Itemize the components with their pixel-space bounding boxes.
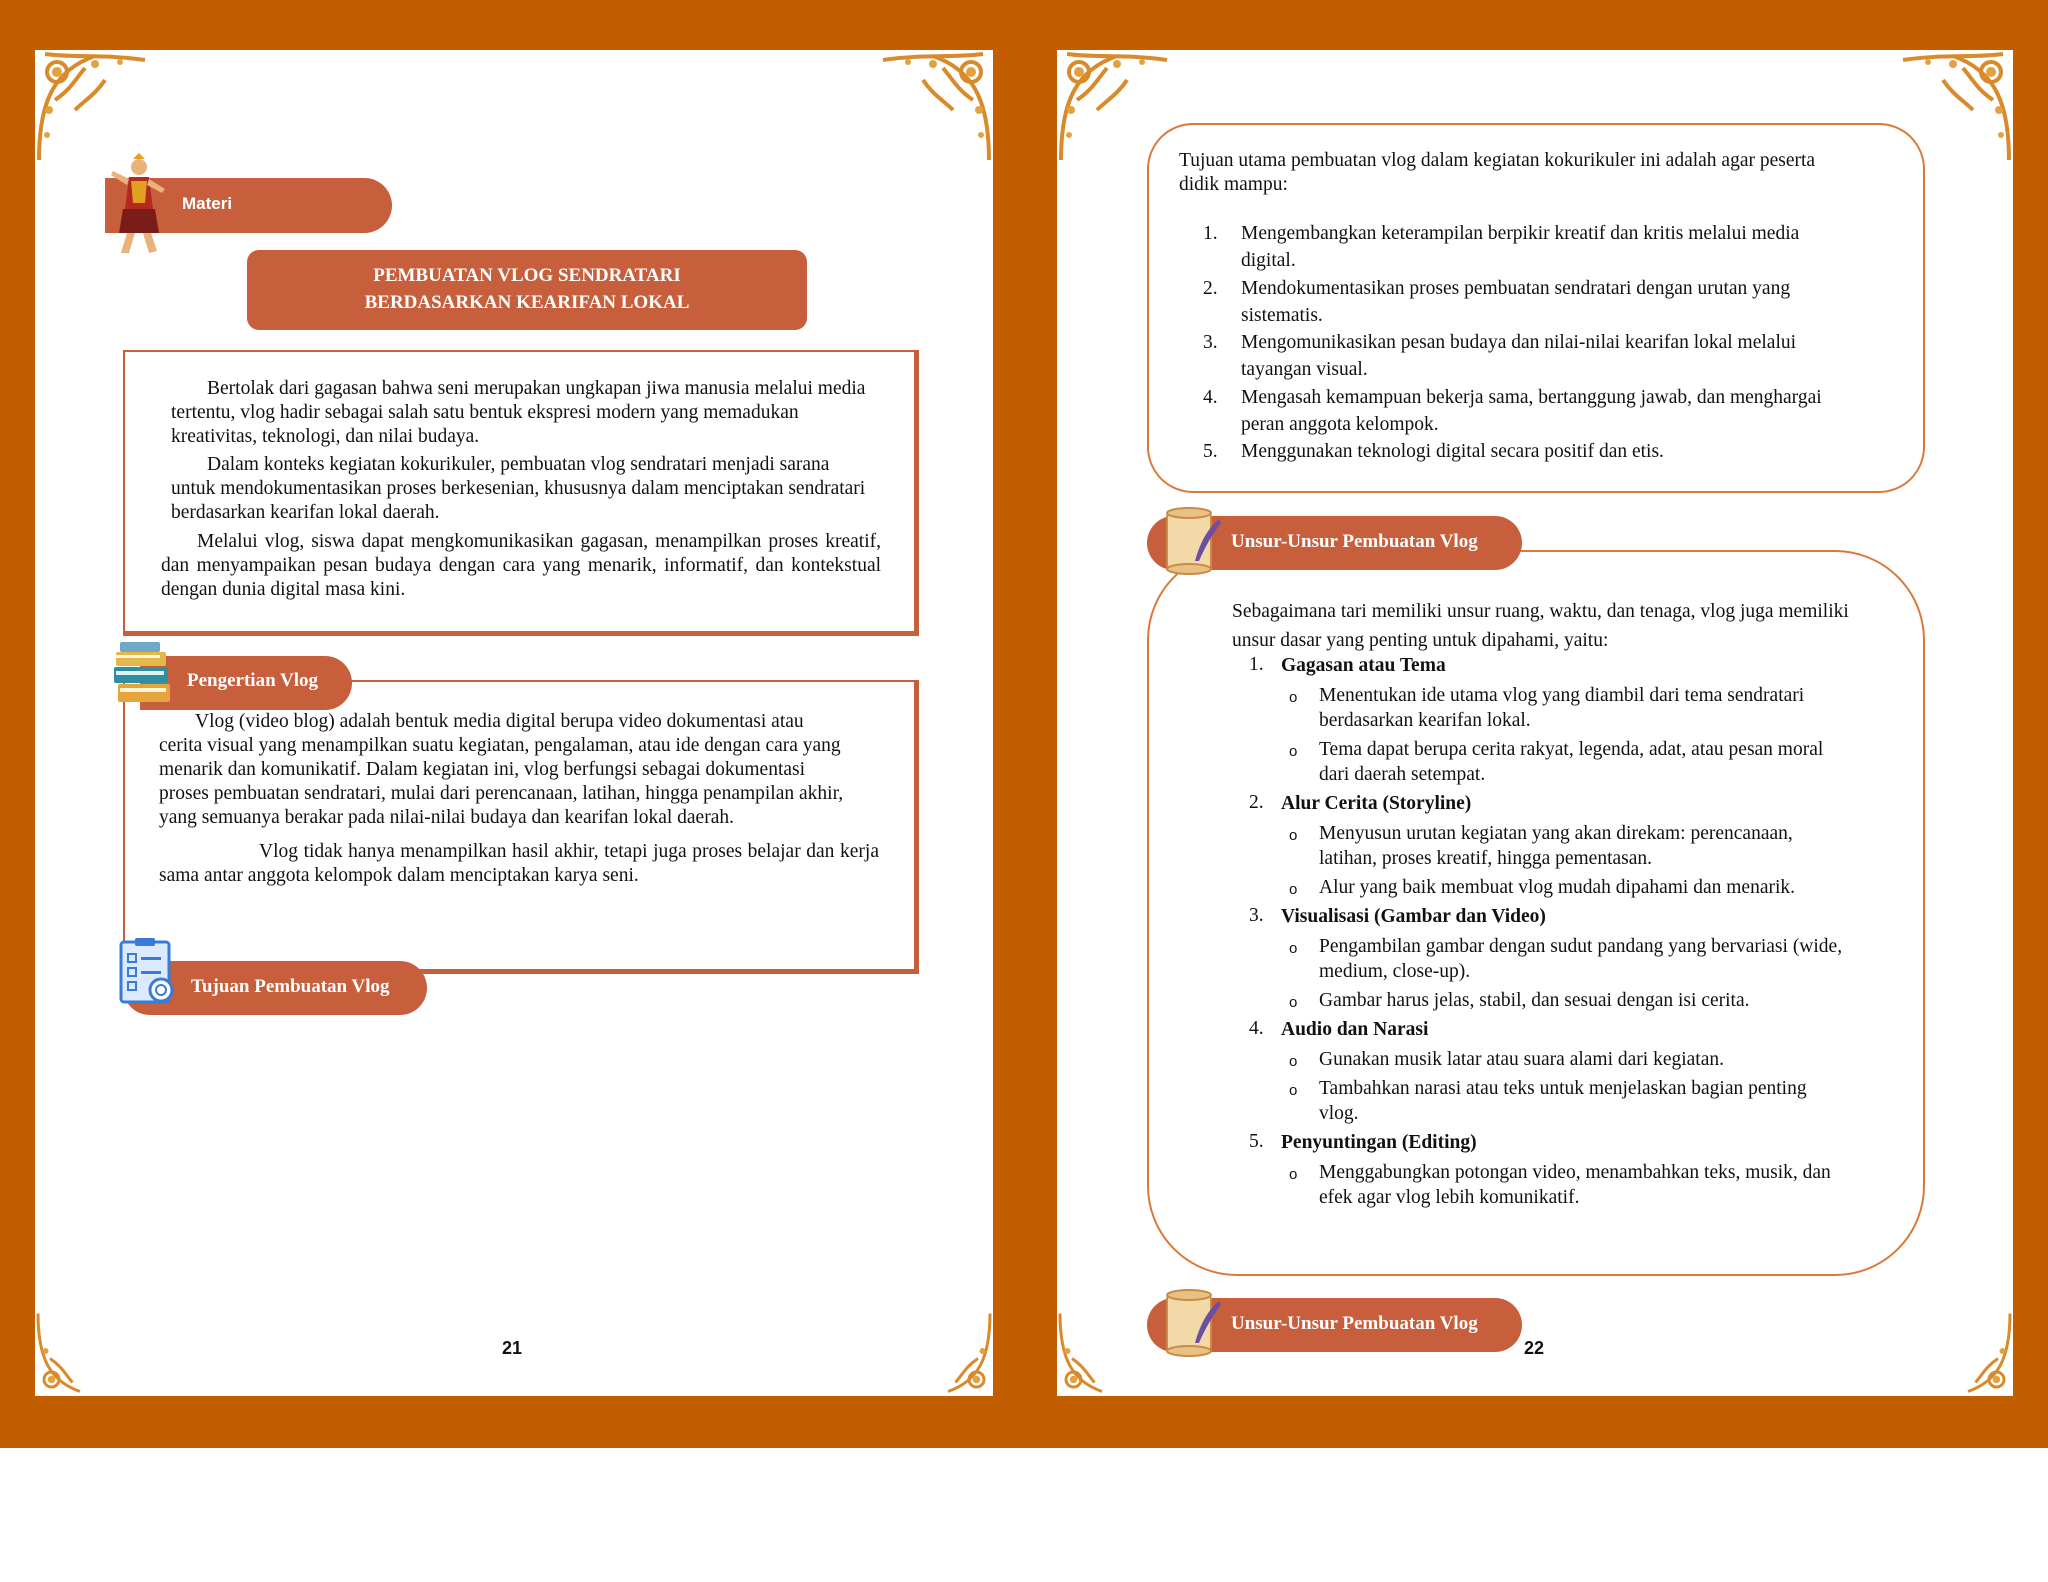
- unsur-sub-item: [1281, 1160, 1889, 1210]
- corner-ornament-top-right: [873, 50, 993, 170]
- title-line-2: BERDASARKAN KEARIFAN LOKAL: [364, 292, 690, 313]
- unsur-intro-line-1: Sebagaimana tari memiliki unsur ruang, waktu, dan tenaga, vlog juga memiliki: [1232, 601, 1849, 622]
- tujuan-list-item: [1203, 220, 1903, 275]
- tujuan-list-item: [1203, 384, 1903, 439]
- page-number: 22: [1524, 1338, 1545, 1358]
- unsur-list-item: [1249, 791, 1889, 900]
- page-22: [1057, 50, 2013, 1396]
- tujuan-label: Tujuan Pembuatan Vlog: [191, 976, 390, 997]
- item-number: 1.: [1249, 654, 1264, 675]
- bullet-circle-icon: o: [1289, 827, 1298, 844]
- checklist-icon: [117, 936, 177, 1006]
- tujuan-list-item: [1203, 275, 1903, 330]
- unsur-sub-item: [1281, 934, 1889, 984]
- pengertian-p1-line-5: yang semuanya berakar pada nilai-nilai budaya dan kearifan lokal daerah.: [159, 807, 734, 828]
- item-text-line-1: Mengomunikasikan pesan budaya dan nilai-nilai kearifan lokal melalui: [1241, 332, 1797, 354]
- intro-paragraph-3: [161, 530, 881, 602]
- bullet-circle-icon: o: [1289, 1082, 1298, 1099]
- title-box: [247, 250, 807, 330]
- item-number: 4.: [1249, 1018, 1264, 1039]
- pengertian-p2-line-1: Vlog tidak hanya menampilkan hasil akhir, tetapi juga proses belajar dan: [259, 841, 835, 862]
- corner-ornament-top-left: [35, 50, 155, 170]
- item-number: 4.: [1203, 386, 1218, 408]
- intro-p1-line-3: kreativitas, teknologi, dan nilai budaya.: [171, 426, 480, 447]
- scroll-quill-icon: [1161, 505, 1225, 575]
- item-number: 2.: [1249, 792, 1264, 813]
- intro-p2-line-2: untuk mendokumentasikan proses berkesenian, khususnya dalam menciptakan sendratari: [171, 478, 866, 499]
- pengertian-p2-line-2: kerja sama antar anggota kelompok dalam menciptakan karya seni.: [159, 841, 880, 886]
- pengertian-p1-line-3: menarik dan komunikatif. Dalam kegiatan ini, vlog berfungsi sebagai dokumentasi: [159, 759, 806, 780]
- intro-box: [123, 350, 919, 636]
- unsur-sub-item: [1281, 988, 1889, 1013]
- materi-label: Materi: [182, 194, 233, 213]
- unsur-list-item: [1249, 1130, 1889, 1210]
- pengertian-p1-line-4: proses pembuatan sendratari, mulai dari perencanaan, latihan, hingga penampilan akhir,: [159, 783, 844, 804]
- pengertian-paragraph-2: [159, 840, 879, 888]
- item-text-line-1: Mengasah kemampuan bekerja sama, bertanggung jawab, dan menghargai: [1241, 386, 1822, 408]
- pengertian-paragraph-1: [159, 710, 889, 830]
- intro-paragraph-2: [171, 453, 911, 525]
- unsur-intro-line-2: unsur dasar yang penting untuk dipahami, yaitu:: [1232, 630, 1609, 651]
- tujuan-list-item: [1203, 329, 1903, 384]
- sub-item-line-1: Alur yang baik membuat vlog mudah dipahami dan menarik.: [1319, 877, 1796, 898]
- bullet-circle-icon: o: [1289, 940, 1298, 957]
- sub-item-line-2: efek agar vlog lebih komunikatif.: [1319, 1187, 1580, 1208]
- item-text-line-2: peran anggota kelompok.: [1241, 414, 1439, 436]
- item-text-line-1: Menggunakan teknologi digital secara positif dan etis.: [1241, 441, 1664, 463]
- title-line-1: PEMBUATAN VLOG SENDRATARI: [373, 265, 681, 286]
- item-text-line-1: Mengembangkan keterampilan berpikir kreatif dan kritis melalui media: [1241, 223, 1800, 244]
- intro-p2-line-3: berdasarkan kearifan lokal daerah.: [171, 502, 440, 523]
- corner-ornament-bottom-left: [35, 1306, 125, 1396]
- intro-p3-line-1: Melalui vlog, siswa dapat mengkomunikasikan gagasan, menampilkan proses: [197, 531, 819, 552]
- item-text-line-2: sistematis.: [1241, 304, 1323, 326]
- item-text-line-2: tayangan visual.: [1241, 359, 1368, 381]
- unsur-sub-item: [1281, 737, 1889, 787]
- sub-item-line-1: Tambahkan narasi atau teks untuk menjelaskan bagian penting: [1319, 1078, 1807, 1099]
- unsur-item-title: Penyuntingan (Editing): [1281, 1132, 1477, 1153]
- item-number: 5.: [1203, 441, 1218, 463]
- sub-item-line-2: medium, close-up).: [1319, 961, 1471, 982]
- corner-ornament-bottom-right: [903, 1306, 993, 1396]
- scroll-quill-icon: [1161, 1287, 1225, 1357]
- sub-item-line-1: Menentukan ide utama vlog yang diambil dari tema sendratari: [1319, 685, 1805, 706]
- sub-item-line-2: dari daerah setempat.: [1319, 764, 1486, 785]
- item-number: 1.: [1203, 223, 1218, 244]
- dancer-illustration: [107, 153, 169, 257]
- item-number: 2.: [1203, 277, 1218, 299]
- unsur-item-title: Alur Cerita (Storyline): [1281, 793, 1472, 814]
- sub-item-line-1: Menggabungkan potongan video, menambahkan teks, musik, dan: [1319, 1162, 1831, 1183]
- unsur-list-item: [1249, 904, 1889, 1013]
- intro-paragraph-1: [171, 377, 911, 449]
- item-text-line-1: Mendokumentasikan proses pembuatan sendratari dengan urutan yang: [1241, 277, 1791, 299]
- tujuan-intro-line-2: didik mampu:: [1179, 174, 1288, 195]
- intro-p1-line-1: Bertolak dari gagasan bahwa seni merupakan ungkapan jiwa manusia melalui media: [207, 378, 866, 399]
- item-number: 3.: [1203, 332, 1218, 354]
- pengertian-p1-line-2: cerita visual yang menampilkan suatu kegiatan, pengalaman, atau ide dengan cara yang: [159, 735, 841, 756]
- pengertian-label: Pengertian Vlog: [187, 670, 319, 691]
- sub-item-line-2: vlog.: [1319, 1103, 1359, 1124]
- unsur-list: [1249, 653, 1889, 1214]
- books-icon: [110, 640, 178, 708]
- unsur-sub-item: [1281, 1047, 1889, 1072]
- sub-item-line-1: Gunakan musik latar atau suara alami dari kegiatan.: [1319, 1049, 1725, 1070]
- unsur-sub-item: [1281, 1076, 1889, 1126]
- unsur-item-title: Visualisasi (Gambar dan Video): [1281, 906, 1546, 927]
- unsur-list-box: [1147, 550, 1925, 1276]
- sub-item-line-1: Gambar harus jelas, stabil, dan sesuai dengan isi cerita.: [1319, 990, 1750, 1011]
- item-number: 3.: [1249, 905, 1264, 926]
- pengertian-box: [123, 680, 919, 974]
- unsur-label: Unsur-Unsur Pembuatan Vlog: [1231, 531, 1478, 552]
- sub-item-line-1: Pengambilan gambar dengan sudut pandang yang bervariasi (wide,: [1319, 936, 1843, 957]
- bullet-circle-icon: o: [1289, 743, 1298, 760]
- unsur-sub-item: [1281, 821, 1889, 871]
- bullet-circle-icon: o: [1289, 1166, 1298, 1183]
- page-number: 21: [502, 1338, 523, 1358]
- bullet-circle-icon: o: [1289, 994, 1298, 1011]
- tujuan-intro-line-1: Tujuan utama pembuatan vlog dalam kegiatan kokurikuler ini adalah agar peserta: [1179, 150, 1816, 171]
- tujuan-list-item: [1203, 438, 1903, 465]
- intro-p2-line-1: Dalam konteks kegiatan kokurikuler, pembuatan vlog sendratari menjadi sarana: [207, 454, 830, 475]
- corner-ornament-bottom-right: [1923, 1306, 2013, 1396]
- unsur-item-title: Audio dan Narasi: [1281, 1019, 1429, 1040]
- item-text-line-2: digital.: [1241, 250, 1296, 272]
- item-number: 5.: [1249, 1131, 1264, 1152]
- intro-p3-line-2: kreatif, dan menyampaikan pesan budaya dengan cara yang menarik, informatif, dan: [161, 531, 881, 576]
- footer-unsur-label: Unsur-Unsur Pembuatan Vlog: [1231, 1313, 1478, 1334]
- bullet-circle-icon: o: [1289, 881, 1298, 898]
- bullet-circle-icon: o: [1289, 689, 1298, 706]
- unsur-list-item: [1249, 653, 1889, 787]
- tujuan-list-box: [1147, 123, 1925, 493]
- intro-p1-line-2: tertentu, vlog hadir sebagai salah satu bentuk ekspresi modern yang memadukan: [171, 402, 799, 423]
- unsur-list-item: [1249, 1017, 1889, 1126]
- sub-item-line-1: Tema dapat berupa cerita rakyat, legenda, adat, atau pesan moral: [1319, 739, 1824, 760]
- sub-item-line-1: Menyusun urutan kegiatan yang akan direkam: perencanaan,: [1319, 823, 1793, 844]
- page-21: [35, 50, 993, 1396]
- unsur-item-title: Gagasan atau Tema: [1281, 655, 1446, 676]
- unsur-sub-item: [1281, 683, 1889, 733]
- tujuan-list: [1203, 220, 1903, 466]
- pengertian-p1-line-1: Vlog (video blog) adalah bentuk media digital berupa video dokumentasi atau: [195, 711, 804, 732]
- bullet-circle-icon: o: [1289, 1053, 1298, 1070]
- unsur-sub-item: [1281, 875, 1889, 900]
- intro-p3-line-3: kontekstual dengan dunia digital masa kini.: [161, 555, 882, 600]
- sub-item-line-2: berdasarkan kearifan lokal.: [1319, 710, 1531, 731]
- corner-ornament-bottom-left: [1057, 1306, 1147, 1396]
- sub-item-line-2: latihan, proses kreatif, hingga pementasan.: [1319, 848, 1653, 869]
